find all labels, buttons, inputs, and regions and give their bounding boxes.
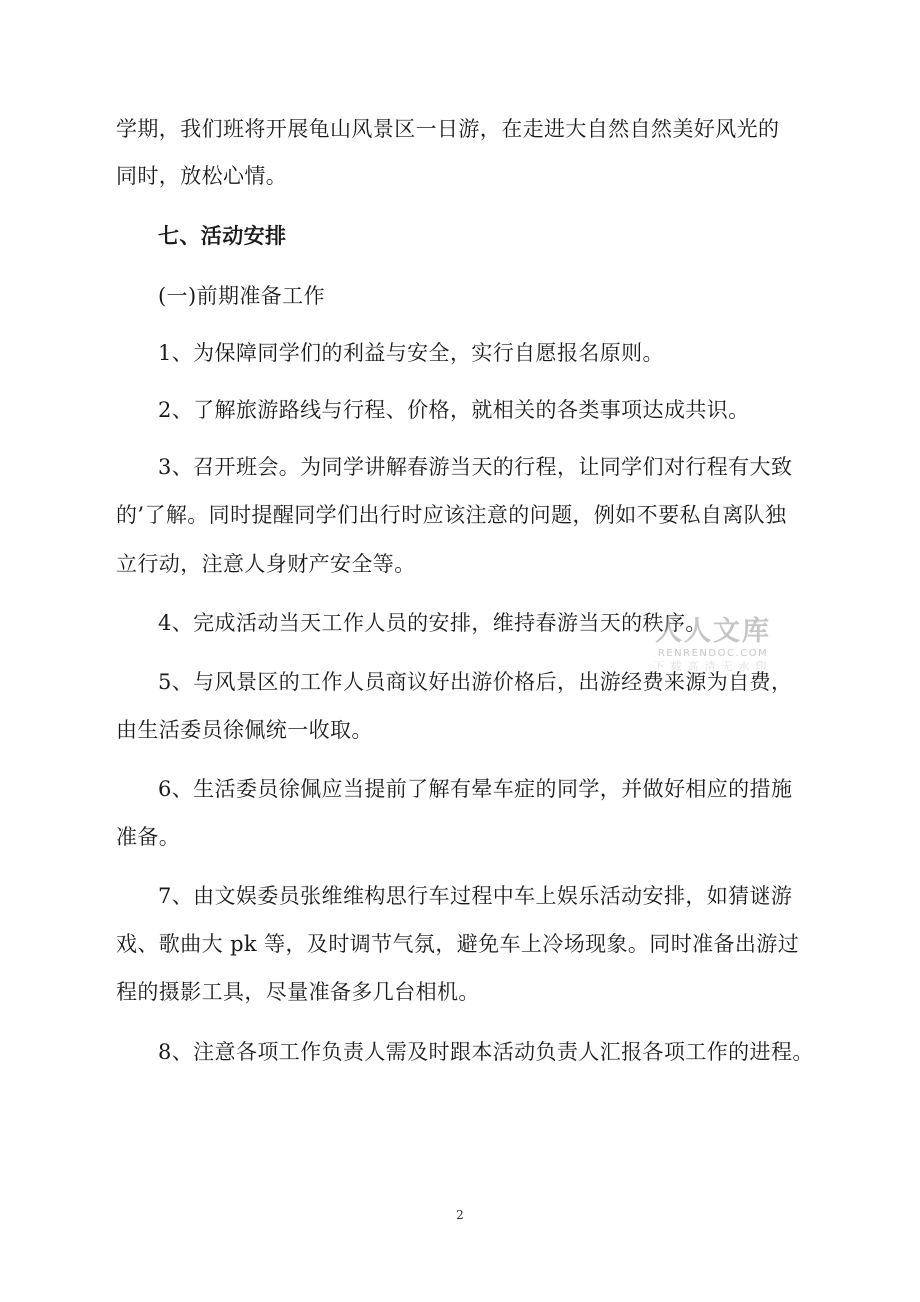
list-item: 8、注意各项工作负责人需及时跟本活动负责人汇报各项工作的进程。 bbox=[158, 1040, 814, 1064]
paragraph-line: 学期，我们班将开展龟山风景区一日游，在走进大自然自然美好风光的 bbox=[116, 117, 780, 141]
watermark-domain: RENRENDOC.COM bbox=[657, 648, 769, 659]
paragraph-line: 由生活委员徐佩统一收取。 bbox=[116, 718, 373, 742]
list-item: 3、召开班会。为同学讲解春游当天的行程，让同学们对行程有大致 bbox=[158, 455, 793, 479]
paragraph-line: 立行动，注意人身财产安全等。 bbox=[116, 552, 416, 576]
list-item: 7、由文娱委员张维维构思行车过程中车上娱乐活动安排，如猜谜游 bbox=[158, 884, 793, 908]
list-item: 5、与风景区的工作人员商议好出游价格后，出游经费来源为自费， bbox=[158, 670, 793, 694]
watermark-tagline: 下载高清无水印 bbox=[653, 660, 773, 673]
watermark-title: 人人文库 bbox=[655, 616, 771, 647]
list-item: 6、生活委员徐佩应当提前了解有晕车症的同学，并做好相应的措施 bbox=[158, 777, 793, 801]
section-heading: 七、活动安排 bbox=[158, 223, 287, 248]
list-item: 4、完成活动当天工作人员的安排，维持春游当天的秩序。 bbox=[158, 611, 707, 635]
page-number: 2 bbox=[456, 1208, 464, 1222]
paragraph-line: 的’了解。同时提醒同学们出行时应该注意的问题，例如不要私自离队独 bbox=[116, 503, 787, 527]
subsection-heading: (一)前期准备工作 bbox=[158, 284, 325, 308]
paragraph-line: 戏、歌曲大 pk 等，及时调节气氛，避免车上冷场现象。同时准备出游过 bbox=[116, 932, 800, 956]
paragraph-line: 程的摄影工具，尽量准备多几台相机。 bbox=[116, 980, 480, 1004]
list-item: 1、为保障同学们的利益与安全，实行自愿报名原则。 bbox=[158, 341, 664, 365]
paragraph-line: 准备。 bbox=[116, 825, 181, 849]
paragraph-line: 同时，放松心情。 bbox=[116, 164, 288, 188]
list-item: 2、了解旅游路线与行程、价格，就相关的各类事项达成共识。 bbox=[158, 398, 750, 422]
watermark bbox=[648, 616, 778, 674]
